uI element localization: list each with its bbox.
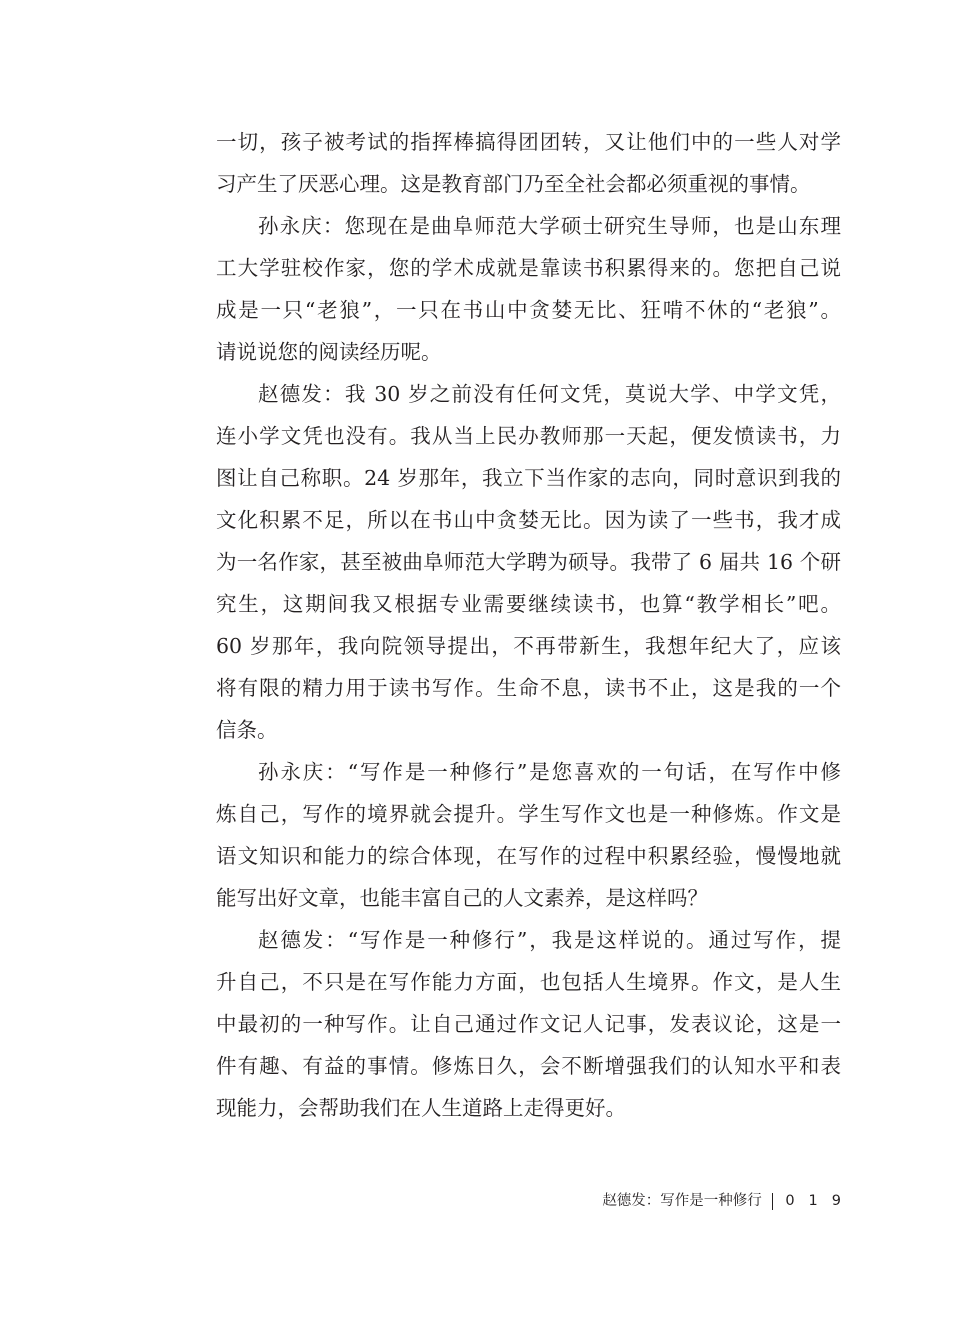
page-number: 019	[785, 1193, 855, 1209]
text-line: 赵德发：“写作是一种修行”，我是这样说的。通过写作，提	[258, 928, 841, 952]
text-line: 升自己，不只是在写作能力方面，也包括人生境界。作文，是人生	[216, 970, 841, 994]
page-footer	[602, 1188, 855, 1214]
text-line: 请说说您的阅读经历呢。	[216, 340, 442, 364]
text-line: 一切，孩子被考试的指挥棒搞得团团转，又让他们中的一些人对学	[216, 130, 841, 154]
text-line: 成是一只“老狼”，一只在书山中贪婪无比、狂啃不休的“老狼”。	[216, 298, 841, 322]
text-line: 工大学驻校作家，您的学术成就是靠读书积累得来的。您把自己说	[216, 256, 841, 280]
text-line: 中最初的一种写作。让自己通过作文记人记事，发表议论，这是一	[216, 1012, 841, 1036]
text-line: 为一名作家，甚至被曲阜师范大学聘为硕导。我带了 6 届共 16 个研	[216, 550, 841, 574]
text-line: 将有限的精力用于读书写作。生命不息，读书不止，这是我的一个	[216, 676, 841, 700]
text-line: 究生，这期间我又根据专业需要继续读书，也算“教学相长”吧。	[216, 592, 841, 616]
footer-divider	[772, 1193, 774, 1210]
text-line: 能写出好文章，也能丰富自己的人文素养，是这样吗？	[216, 886, 708, 910]
text-line: 赵德发：我 30 岁之前没有任何文凭，莫说大学、中学文凭，	[258, 382, 841, 406]
text-line: 图让自己称职。24 岁那年，我立下当作家的志向，同时意识到我的	[216, 466, 841, 490]
text-line: 炼自己，写作的境界就会提升。学生写作文也是一种修炼。作文是	[216, 802, 841, 826]
text-line: 60 岁那年，我向院领导提出，不再带新生，我想年纪大了，应该	[216, 634, 841, 658]
text-line: 信条。	[216, 718, 278, 742]
text-line: 连小学文凭也没有。我从当上民办教师那一天起，便发愤读书，力	[216, 424, 841, 448]
body-text	[216, 121, 841, 1129]
text-line: 文化积累不足，所以在书山中贪婪无比。因为读了一些书，我才成	[216, 508, 841, 532]
running-title: 赵德发：写作是一种修行	[602, 1193, 762, 1209]
text-line: 习产生了厌恶心理。这是教育部门乃至全社会都必须重视的事情。	[216, 172, 811, 196]
text-line: 孙永庆：您现在是曲阜师范大学硕士研究生导师，也是山东理	[258, 214, 841, 238]
text-line: 件有趣、有益的事情。修炼日久，会不断增强我们的认知水平和表	[216, 1054, 841, 1078]
text-line: 现能力，会帮助我们在人生道路上走得更好。	[216, 1096, 626, 1120]
text-line: 语文知识和能力的综合体现，在写作的过程中积累经验，慢慢地就	[216, 844, 841, 868]
text-line: 孙永庆：“写作是一种修行”是您喜欢的一句话，在写作中修	[258, 760, 841, 784]
